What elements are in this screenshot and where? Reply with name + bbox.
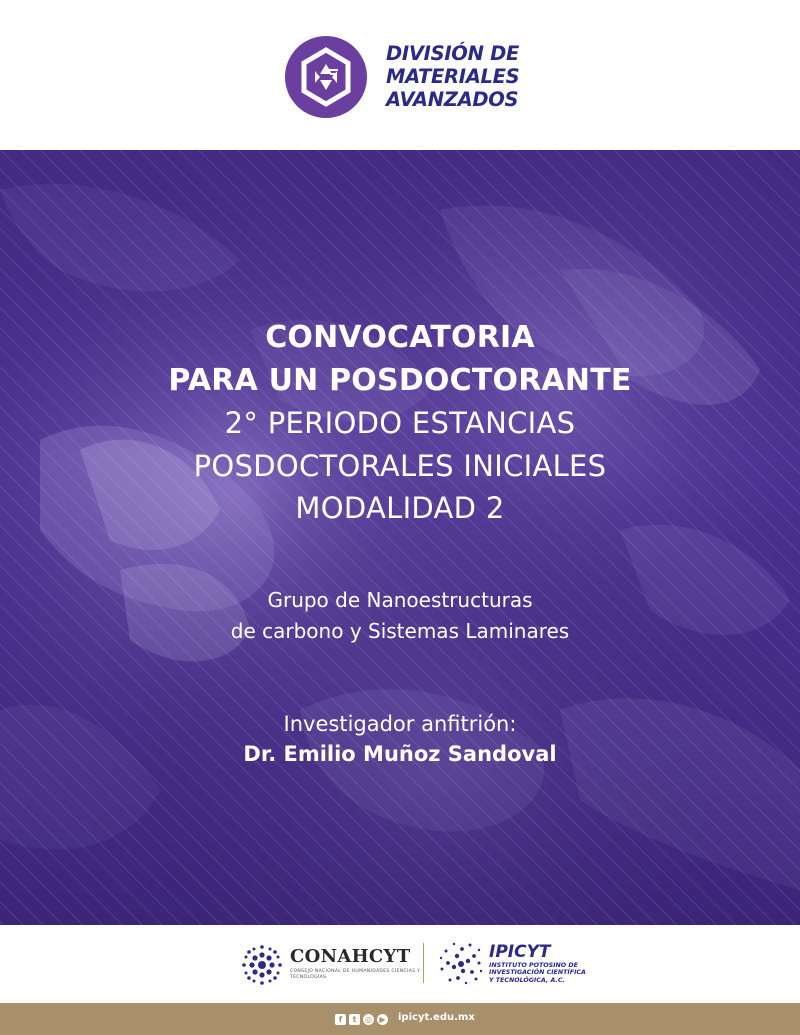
division-title-line: MATERIALES: [386, 65, 520, 88]
ipicyt-subtitle-line: Y TECNOLÓGICA, A.C.: [489, 976, 565, 984]
ipicyt-subtitle-line: INSTITUTO POTOSINO DE: [489, 962, 578, 969]
ipicyt-subtitle: [489, 962, 619, 984]
hexagon-emblem-icon: [285, 36, 367, 118]
headline-line-2: PARA UN POSDOCTORANTE: [168, 363, 632, 398]
conahcyt-name: CONAHCYT: [290, 946, 411, 967]
research-group-line-2: de carbono y Sistemas Laminares: [230, 619, 570, 643]
conahcyt-dots-icon: [240, 943, 284, 987]
subheadline-line-1: 2° PERIODO ESTANCIAS: [224, 406, 576, 440]
ipicyt-subtitle-line: INVESTIGACIÓN CIENTÍFICA: [489, 969, 586, 977]
header: [0, 0, 800, 150]
subheadline-line-3: MODALIDAD 2: [295, 491, 505, 525]
footer-bar: [0, 1003, 800, 1035]
research-group-line-1: Grupo de Nanoestructuras: [267, 588, 533, 612]
hero-background-image: [0, 150, 800, 925]
ipicyt-name: IPICYT: [489, 942, 551, 962]
conahcyt-subtitle: CONSEJO NACIONAL DE HUMANIDADES CIENCIAS Y TECNOLOGÍAS: [290, 969, 421, 980]
sponsor-logos: [0, 925, 800, 1003]
subheadline-line-2: POSDOCTORALES INICIALES: [193, 449, 607, 483]
website-link[interactable]: ipicyt.edu.mx: [398, 1012, 475, 1023]
host-label: Investigador anfitrión:: [283, 712, 517, 736]
twitter-icon[interactable]: t: [349, 1014, 360, 1025]
youtube-icon[interactable]: ▶: [377, 1014, 388, 1025]
headline-line-1: CONVOCATORIA: [265, 320, 535, 355]
ipicyt-swirl-icon: [438, 941, 484, 987]
division-title-line: DIVISIÓN DE: [386, 42, 519, 65]
division-title: [386, 42, 586, 111]
hero-banner: [0, 150, 800, 925]
instagram-icon[interactable]: ◎: [363, 1014, 374, 1025]
social-links: [335, 1013, 388, 1025]
host-name: Dr. Emilio Muñoz Sandoval: [243, 742, 557, 766]
facebook-icon[interactable]: f: [335, 1014, 346, 1025]
division-title-line: AVANZADOS: [386, 88, 519, 111]
sponsor-divider: [423, 943, 424, 983]
